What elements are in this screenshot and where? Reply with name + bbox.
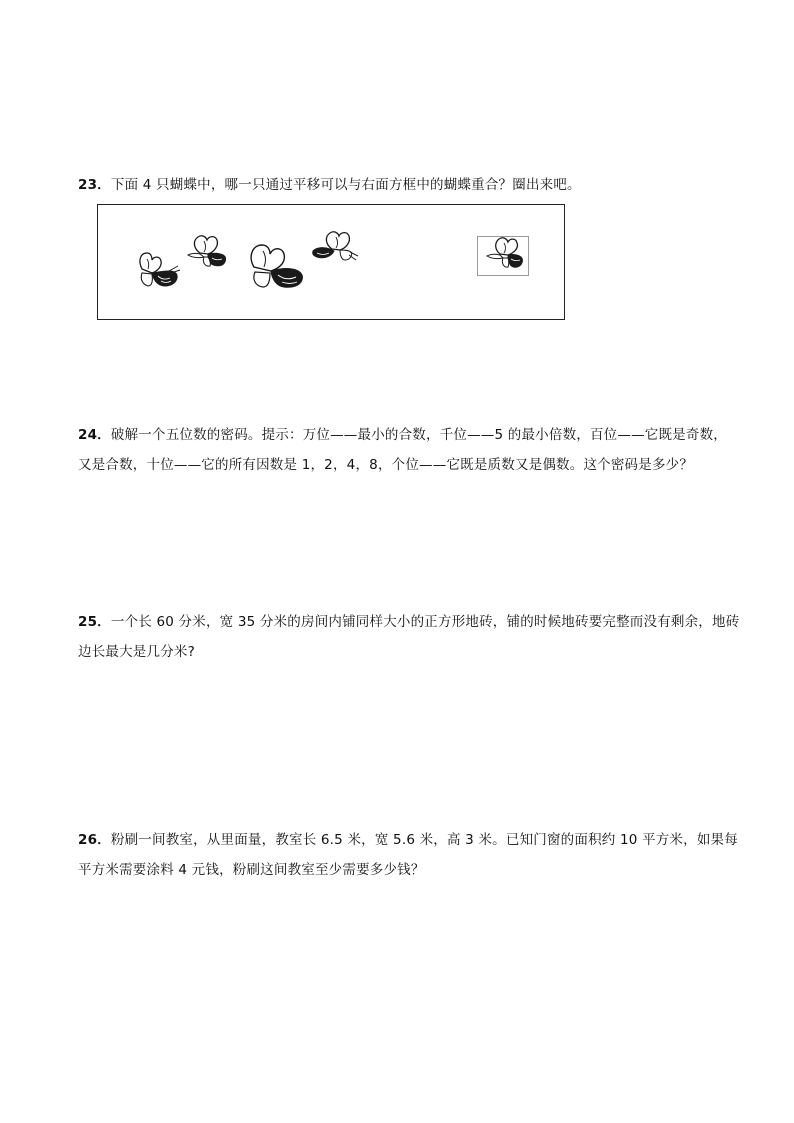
question-24 <box>78 420 740 480</box>
butterfly-icon[interactable] <box>136 249 184 291</box>
question-number: 25． <box>78 614 111 630</box>
question-number: 26． <box>78 832 111 848</box>
question-text: 一个长 60 分米，宽 35 分米的房间内铺同样大小的正方形地砖，铺的时候地砖要完整而没有剩余，地砖边长最大是几分米? <box>78 614 740 660</box>
butterfly-icon <box>482 234 528 274</box>
question-text: 下面 4 只蝴蝶中，哪一只通过平移可以与右面方框中的蝴蝶重合？圈出来吧。 <box>110 177 581 193</box>
butterfly-icon[interactable] <box>246 237 312 291</box>
question-number: 23． <box>78 177 111 193</box>
question-text: 粉刷一间教室，从里面量，教室长 6.5 米，宽 5.6 米，高 3 米。已知门窗的面积约 10 平方米，如果每平方米需要涂料 4 元钱，粉刷这间教室至少需要多少钱？ <box>78 832 738 878</box>
butterfly-figure-box <box>97 204 565 320</box>
question-25 <box>78 607 740 667</box>
butterfly-icon[interactable] <box>310 227 364 267</box>
question-text: 破解一个五位数的密码。提示：万位——最小的合数，千位——5 的最小倍数，百位——它既是奇数，又是合数，十位——它的所有因数是 1，2，4，8，个位——它既是质数又是偶数。这个密码是多少？ <box>78 427 727 473</box>
butterfly-icon[interactable] <box>184 231 234 271</box>
question-23 <box>78 170 740 200</box>
question-26 <box>78 825 740 885</box>
question-number: 24． <box>78 427 111 443</box>
